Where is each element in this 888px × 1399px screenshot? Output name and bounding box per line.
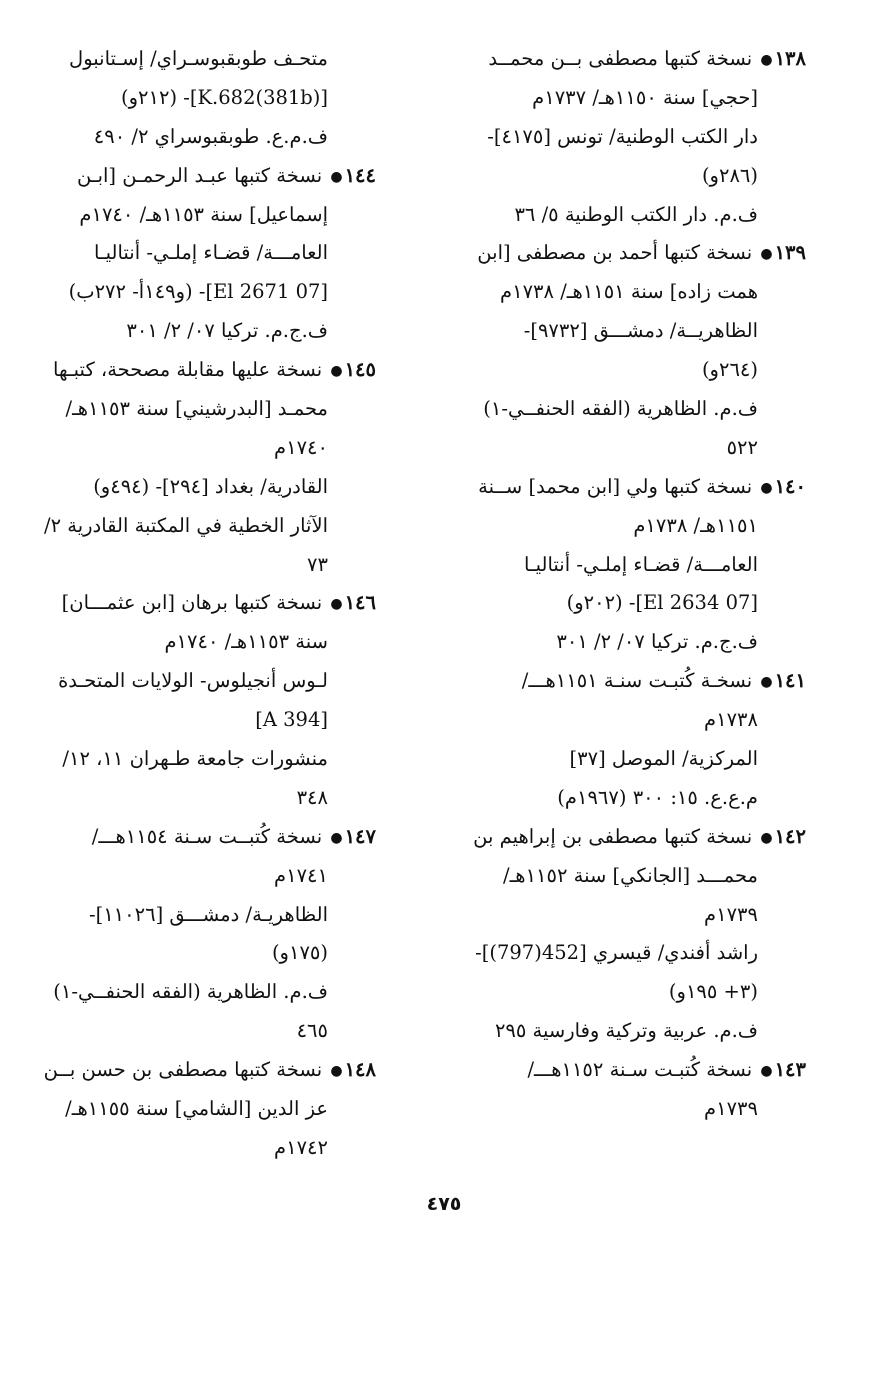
entry-line: العامـــة/ قضـاء إملـي- أنتاليـا bbox=[94, 241, 328, 265]
entry-number: ١٤٥ bbox=[344, 358, 376, 382]
entry-line: دار الكتب الوطنية/ تونس [٤١٧٥]- bbox=[487, 124, 758, 148]
entry-line: الظاهريــة/ دمشـــق [٩٧٣٢]- bbox=[523, 319, 758, 343]
entry-line: ٧٣ bbox=[307, 552, 328, 576]
entry-text: نسخة كُتبـت سـنة ١١٥٢هـــ/ bbox=[527, 1058, 753, 1082]
entry-line: ١٧٤٠م bbox=[274, 435, 328, 459]
entry-text: نسخـة كُتبـت سنـة ١١٥١هـــ/ bbox=[521, 669, 753, 693]
entry-head-line bbox=[43, 1051, 376, 1090]
bullet-icon: ● bbox=[760, 829, 773, 846]
entry-text: نسخة كُتبــت سـنة ١١٥٤هـــ/ bbox=[91, 824, 323, 848]
entry-146 bbox=[58, 584, 376, 817]
entry-141 bbox=[464, 662, 806, 818]
bullet-icon: ● bbox=[330, 596, 343, 613]
entry-text: نسخة كتبها أحمد بن مصطفى [ابن bbox=[477, 241, 753, 265]
entry-line: محمـد [البدرشيني] سنة ١١٥٣هـ/ bbox=[65, 397, 328, 421]
entry-140 bbox=[464, 468, 806, 662]
entry-number: ١٤٠ bbox=[774, 474, 806, 498]
entry-text: نسخة كتبها ولي [ابن محمد] ســنة bbox=[478, 474, 753, 498]
entry-148 bbox=[43, 1051, 376, 1168]
entry-head-line bbox=[53, 351, 376, 390]
entry-head-line bbox=[464, 468, 806, 507]
bullet-icon: ● bbox=[330, 168, 343, 185]
bullet-icon: ● bbox=[760, 246, 773, 263]
entry-line: لـوس أنجيلوس- الولايات المتحـدة bbox=[58, 669, 328, 693]
entry-text: نسخة كتبها عبـد الرحمـن [ابـن bbox=[77, 163, 323, 187]
entry-head-line bbox=[61, 584, 376, 623]
entry-line: ١٧٣٩م bbox=[704, 1097, 758, 1121]
entry-line: سنة ١١٥٣هـ/ ١٧٤٠م bbox=[164, 630, 328, 654]
entry-line: (٣+ ١٩٥و) bbox=[668, 980, 758, 1004]
entry-line: ف.م. عربية وتركية وفارسية ٢٩٥ bbox=[494, 1019, 758, 1043]
entry-line: ف.م. الظاهرية (الفقه الحنفــي-١) bbox=[53, 980, 328, 1004]
entry-line: [07 El 2671]- (و١٤٩أ- ٢٧٢ب) bbox=[68, 280, 328, 304]
entry-line: ف.ج.م. تركيا ٠٧/ ٢/ ٣٠١ bbox=[556, 630, 758, 654]
entry-text: نسخة عليها مقابلة مصححة، كتبـها bbox=[53, 358, 323, 382]
entry-number: ١٤٨ bbox=[344, 1058, 376, 1082]
entry-147 bbox=[53, 818, 376, 1051]
entry-number: ١٣٩ bbox=[774, 241, 806, 265]
entry-142 bbox=[464, 818, 806, 1051]
bullet-icon: ● bbox=[760, 52, 773, 68]
entry-138 bbox=[464, 40, 806, 234]
entry-head-line bbox=[78, 157, 376, 196]
entry-line: ف.م. الظاهرية (الفقه الحنفــي-١) bbox=[483, 397, 758, 421]
entry-line: [07 El 2634]- (٢٠٢و) bbox=[566, 591, 758, 615]
entry-line: الظاهريـة/ دمشـــق [١١٠٢٦]- bbox=[88, 902, 328, 926]
entry-line: متحـف طوبقبوسـراي/ إسـتانبول bbox=[69, 47, 328, 70]
entry-line: ف.ج.م. تركيا ٠٧/ ٢/ ٣٠١ bbox=[126, 319, 328, 343]
entry-line: همت زاده] سنة ١١٥١هـ/ ١٧٣٨م bbox=[500, 280, 758, 304]
entry-line: ف.م. دار الكتب الوطنية ٥/ ٣٦ bbox=[514, 202, 758, 226]
entry-text: نسخة كتبها مصطفى بن إبراهيم بن bbox=[473, 824, 753, 848]
entry-head-line bbox=[464, 234, 806, 273]
bullet-icon: ● bbox=[330, 1063, 343, 1080]
bullet-icon: ● bbox=[330, 363, 343, 380]
bullet-icon: ● bbox=[760, 1063, 773, 1080]
entry-line: الآثار الخطية في المكتبة القادرية ٢/ bbox=[43, 513, 328, 537]
entry-line: م.ع.ع. ١٥: ٣٠٠ (١٩٦٧م) bbox=[557, 785, 758, 809]
entry-line: (٢٦٤و) bbox=[701, 358, 758, 382]
entry-line: منشورات جامعة طـهران ١١، ١٢/ bbox=[62, 747, 328, 771]
entry-continued bbox=[69, 40, 376, 157]
entry-number: ١٤٦ bbox=[344, 591, 376, 615]
entry-line: عز الدين [الشامي] سنة ١١٥٥هـ/ bbox=[65, 1097, 328, 1121]
right-column bbox=[464, 40, 806, 1129]
entry-line: محمـــد [الجانكي] سنة ١١٥٢هـ/ bbox=[503, 863, 758, 887]
entry-line: (٢٨٦و) bbox=[701, 163, 758, 187]
entry-144 bbox=[68, 157, 376, 351]
entry-head-line bbox=[464, 40, 806, 79]
bullet-icon: ● bbox=[760, 479, 773, 496]
entry-line: ٥٢٢ bbox=[726, 435, 758, 459]
entry-text: نسخة كتبها برهان [ابن عثمـــان] bbox=[61, 591, 323, 615]
entry-line: ١٧٣٨م bbox=[704, 708, 758, 732]
entry-line: (١٧٥و) bbox=[271, 941, 328, 965]
entry-line: ١٧٣٩م bbox=[704, 902, 758, 926]
entry-head-line bbox=[464, 818, 806, 857]
bullet-icon: ● bbox=[330, 829, 343, 846]
entry-text: نسخة كتبها مصطفى بن حسن بــن bbox=[43, 1058, 323, 1082]
entry-line: ١٧٤١م bbox=[274, 863, 328, 887]
entry-number: ١٣٨ bbox=[774, 47, 806, 70]
entry-139 bbox=[464, 234, 806, 467]
entry-145 bbox=[43, 351, 376, 584]
entry-line: [A 394] bbox=[255, 708, 328, 732]
entry-number: ١٤٤ bbox=[344, 163, 376, 187]
entry-number: ١٤٧ bbox=[344, 824, 376, 848]
entry-line: إسماعيل] سنة ١١٥٣هـ/ ١٧٤٠م bbox=[79, 202, 328, 226]
entry-line: راشد أفندي/ قيسري [452(797)]- bbox=[475, 941, 758, 965]
entry-line: المركزية/ الموصل [٣٧] bbox=[569, 747, 758, 771]
entry-text: نسخة كتبها مصطفى بــن محمــد bbox=[488, 47, 753, 70]
entry-line: [K.682(381b)]- (٢١٢و) bbox=[121, 85, 328, 109]
entry-number: ١٤٣ bbox=[774, 1058, 806, 1082]
entry-line: ١١٥١هـ/ ١٧٣٨م bbox=[633, 513, 758, 537]
entry-line: ف.م.ع. طوبقبوسراي ٢/ ٤٩٠ bbox=[93, 124, 328, 148]
entry-number: ١٤٢ bbox=[774, 824, 806, 848]
entry-head-line bbox=[78, 818, 376, 857]
bullet-icon: ● bbox=[760, 674, 773, 691]
entry-line: القادرية/ بغداد [٢٩٤]- (٤٩٤و) bbox=[93, 474, 328, 498]
entry-line: ٤٦٥ bbox=[296, 1019, 328, 1043]
entry-line: ١٧٤٢م bbox=[274, 1135, 328, 1159]
left-column bbox=[43, 40, 376, 1168]
entry-head-line bbox=[464, 662, 806, 701]
entry-number: ١٤١ bbox=[774, 669, 806, 693]
entry-line: [حجي] سنة ١١٥٠هـ/ ١٧٣٧م bbox=[532, 85, 758, 109]
page-number: ٤٧٥ bbox=[426, 1193, 462, 1215]
entry-head-line bbox=[464, 1051, 806, 1090]
entry-143 bbox=[464, 1051, 806, 1129]
entry-line: العامـــة/ قضـاء إملـي- أنتاليـا bbox=[524, 552, 758, 576]
entry-line: ٣٤٨ bbox=[296, 785, 328, 809]
